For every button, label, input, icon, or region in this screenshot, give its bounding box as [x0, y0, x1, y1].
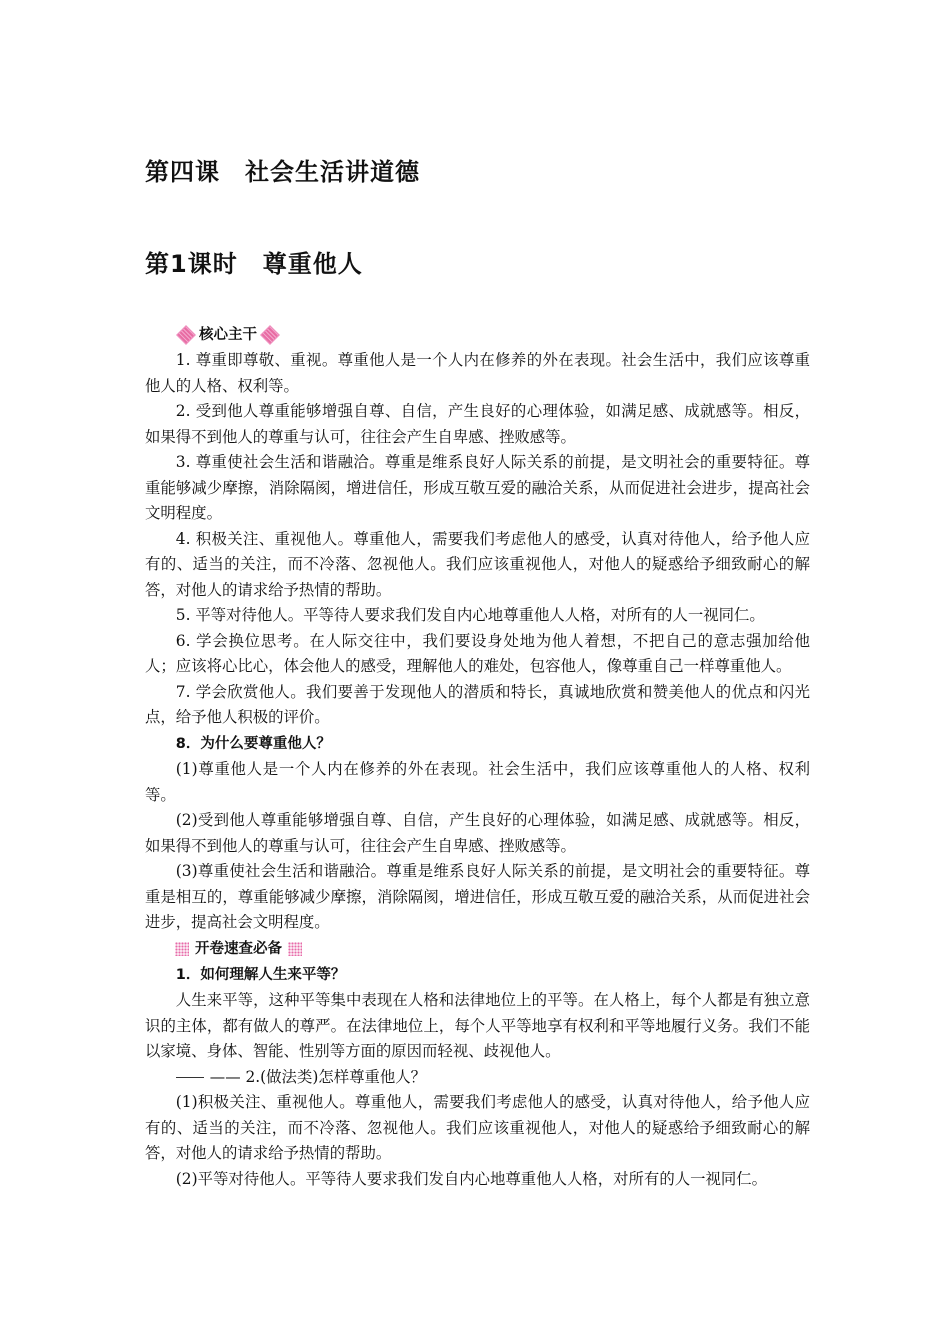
q8-item: (1)尊重他人是一个人内在修养的外在表现。社会生活中，我们应该尊重他人的人格、权利等。 [145, 760, 810, 804]
q8-title-text: 8．为什么要尊重他人？ [175, 735, 331, 752]
q8-title [145, 731, 810, 758]
core-label: 核心主干 [199, 327, 257, 343]
core-item: 3. 尊重使社会生活和谐融洽。尊重是维系良好人际关系的前提，是文明社会的重要特征。尊重能够减少摩擦，消除隔阂，增进信任，形成互敬互爱的融洽关系，从而促进社会进步，提高社会文明程度。 [145, 453, 810, 522]
core-item: 7. 学会欣赏他人。我们要善于发现他人的潜质和特长，真诚地欣赏和赞美他人的优点和闪光点，给予他人积极的评价。 [145, 682, 810, 726]
lesson-title: 第四课 社会生活讲道德 [145, 158, 420, 186]
core-item: 4. 积极关注、重视他人。尊重他人，需要我们考虑他人的感受，认真对待他人，给予他人应有的、适当的关注，而不冷落、忽视他人。我们应该重视他人，对他人的疑惑给予细致耐心的解答，对他人的请求给予热情的帮助。 [145, 529, 810, 599]
core-item: 1. 尊重即尊敬、重视。尊重他人是一个人内在修养的外在表现。社会生活中，我们应该尊重他人的人格、权利等。 [145, 351, 810, 395]
dotted-square-icon [175, 942, 189, 956]
quick-section-header [145, 936, 810, 962]
diamond-icon [260, 325, 280, 345]
core-section-header [145, 322, 810, 348]
q2-item: (1)积极关注、重视他人。尊重他人，需要我们考虑他人的感受，认真对待他人，给予他人应有的、适当的关注，而不冷落、忽视他人。我们应该重视他人，对他人的疑惑给予细致耐心的解答，对他人的请求给予热情的帮助。 [145, 1093, 810, 1162]
core-item: 2. 受到他人尊重能够增强自尊、自信，产生良好的心理体验，如满足感、成就感等。相反，如果得不到他人的尊重与认可，往往会产生自卑感、挫败感等。 [145, 402, 810, 446]
q2-title-text: —— 2.(做法类)怎样尊重他人？ [209, 1067, 427, 1086]
diamond-icon [176, 325, 196, 345]
q8-item: (3)尊重使社会生活和谐融洽。尊重是维系良好人际关系的前提，是文明社会的重要特征。尊重是相互的，尊重能够减少摩擦，消除隔阂，增进信任，形成互敬互爱的融洽关系，从而促进社会进步，提高社会文明程度。 [145, 862, 810, 931]
q1-title-text: 1．如何理解人生来平等？ [175, 966, 346, 983]
quick-badge [175, 936, 306, 962]
q2-item: (2)平等对待他人。平等待人要求我们发自内心地尊重他人人格，对所有的人一视同仁。 [175, 1169, 768, 1188]
q2-title [145, 1065, 810, 1091]
core-item: 5. 平等对待他人。平等待人要求我们发自内心地尊重他人人格，对所有的人一视同仁。 [175, 606, 765, 624]
core-item: 6. 学会换位思考。在人际交往中，我们要设身处地为他人着想，不把自己的意志强加给他人；应该将心比心，体会他人的感受，理解他人的难处，包容他人，像尊重自己一样尊重他人。 [145, 631, 810, 675]
quick-label: 开卷速查必备 [195, 940, 282, 957]
q1-title [145, 962, 810, 989]
q8-item: (2)受到他人尊重能够增强自尊、自信，产生良好的心理体验，如满足感、成就感等。相反，如果得不到他人的尊重与认可，往往会产生自卑感、挫败感等。 [145, 811, 810, 855]
q1-answer: 人生来平等，这种平等集中表现在人格和法律地位上的平等。在人格上，每个人都是有独立意识的主体，都有做人的尊严。在法律地位上，每个人平等地享有权利和平等地履行义务。我们不能以家境、身体、智能、性别等方面的原因而轻视、歧视他人。 [145, 991, 810, 1060]
section-title: 第1课时 尊重他人 [145, 250, 363, 278]
dash-rule [176, 1077, 204, 1078]
core-badge [175, 322, 281, 348]
dotted-square-icon [288, 942, 302, 956]
content-body [145, 322, 810, 1192]
